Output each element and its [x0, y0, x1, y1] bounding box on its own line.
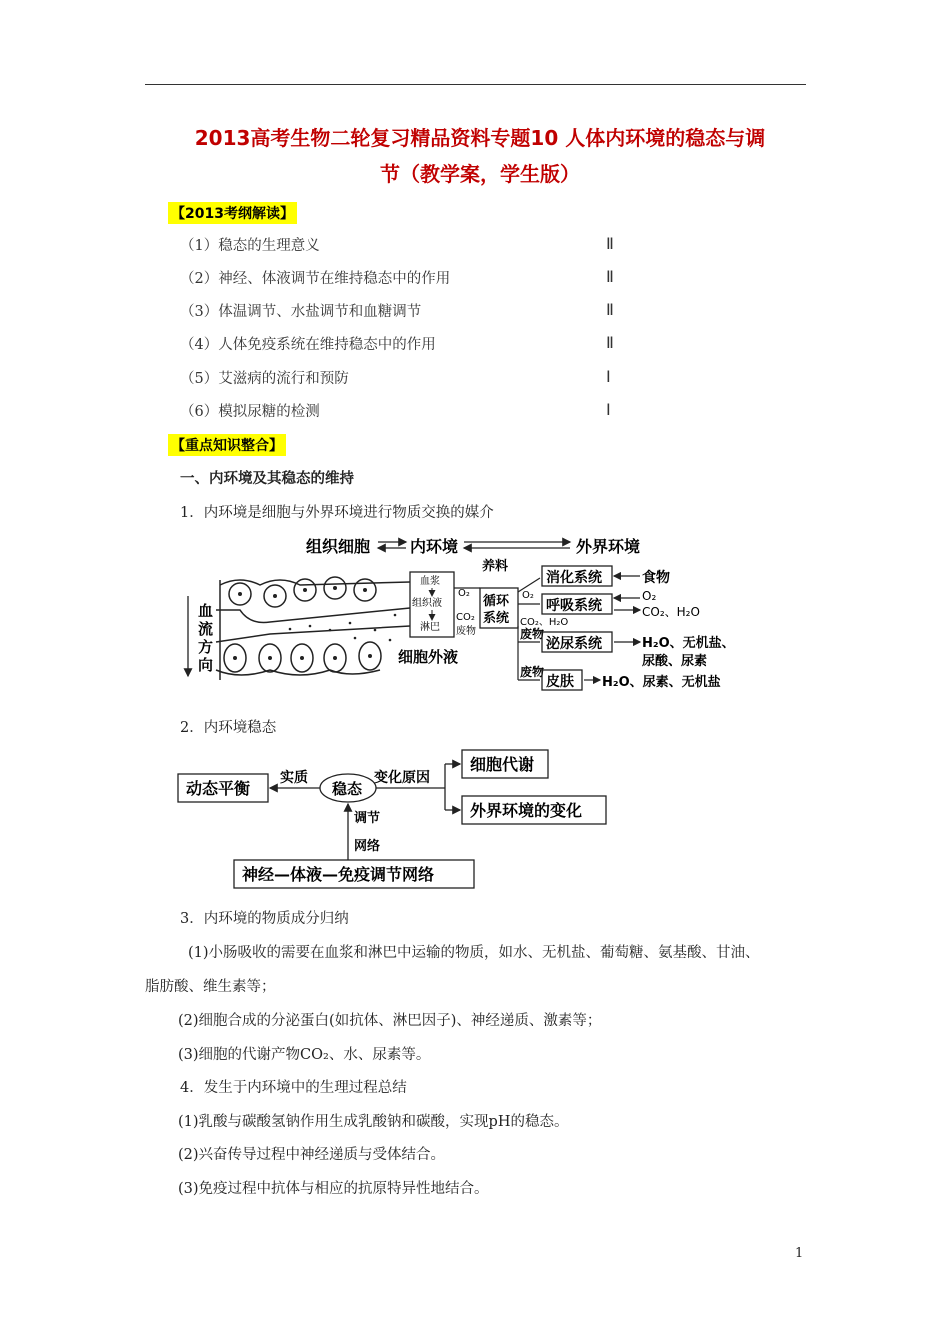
syllabus-item-level: Ⅰ — [606, 369, 611, 386]
homeostasis-node: 稳态 — [332, 780, 363, 798]
env-change-label: 外界环境的变化 — [470, 801, 583, 820]
syllabus-item — [180, 333, 630, 354]
point-2-heading: 2．内环境稳态 — [180, 720, 277, 736]
syllabus-item — [180, 267, 630, 288]
dynamic-balance-label: 动态平衡 — [186, 779, 251, 798]
syllabus-item-text: （6）模拟尿糖的检测 — [180, 404, 320, 420]
plasma-label: 血浆 — [420, 576, 440, 587]
blood-flow-char: 方 — [198, 638, 214, 656]
regulation-network-label: 神经—体液—免疫调节网络 — [242, 865, 435, 884]
internal-env-label: 内环境 — [410, 537, 459, 556]
homeostasis-diagram — [170, 742, 620, 894]
point-3-item-1b: 脂肪酸、维生素等； — [145, 979, 276, 995]
syllabus-item-text: （1）稳态的生理意义 — [180, 238, 320, 254]
title-line-1: 2013高考生物二轮复习精品资料专题10 人体内环境的稳态与调 — [194, 126, 766, 150]
respiratory-system-label: 呼吸系统 — [546, 598, 602, 614]
network-label: 网络 — [354, 839, 381, 854]
page-number: 1 — [795, 1246, 804, 1261]
point-3-item-2: (2)细胞合成的分泌蛋白(如抗体、淋巴因子)、神经递质、激素等； — [178, 1013, 602, 1029]
circulation-label: 循环 — [483, 594, 510, 609]
urinary-output-line2: 尿酸、尿素 — [642, 654, 708, 669]
nutrient-label: 养料 — [482, 559, 509, 574]
urinary-system-label: 泌尿系统 — [546, 636, 602, 652]
change-cause-label: 变化原因 — [374, 770, 430, 786]
regulation-label: 调节 — [354, 811, 381, 826]
respiratory-in-label: O₂ — [642, 589, 657, 603]
waste-label: 废物 — [456, 626, 476, 637]
tissue-sketch — [216, 577, 410, 680]
tissue-dots — [233, 586, 396, 660]
tissue-fluid-label: 组织液 — [412, 598, 442, 609]
syllabus-item-level: Ⅱ — [606, 269, 614, 286]
blood-flow-char: 血 — [198, 602, 214, 620]
point-3-heading: 3．内环境的物质成分归纳 — [180, 911, 349, 927]
syllabus-item — [180, 234, 630, 255]
external-env-label: 外界环境 — [576, 537, 641, 556]
syllabus-item — [180, 367, 630, 388]
point-3-item-3: (3)细胞的代谢产物CO₂、水、尿素等。 — [178, 1047, 431, 1063]
syllabus-item-text: （2）神经、体液调节在维持稳态中的作用 — [180, 271, 451, 287]
co2-label: CO₂ — [456, 612, 475, 623]
syllabus-item-level: Ⅱ — [606, 236, 614, 253]
o2-label: O₂ — [522, 590, 534, 601]
header-rule — [145, 84, 806, 85]
cell-metabolism-label: 细胞代谢 — [470, 755, 535, 774]
circulation-label: 系统 — [483, 611, 510, 626]
point-4-heading: 4．发生于内环境中的生理过程总结 — [180, 1080, 407, 1096]
section-heading: 一、内环境及其稳态的维持 — [180, 471, 354, 487]
point-4-item-1: (1)乳酸与碳酸氢钠作用生成乳酸钠和碳酸，实现pH的稳态。 — [178, 1114, 569, 1130]
point-4-item-2: (2)兴奋传导过程中神经递质与受体结合。 — [178, 1147, 446, 1163]
syllabus-item-text: （5）艾滋病的流行和预防 — [180, 371, 349, 387]
essence-label: 实质 — [280, 770, 308, 786]
digestive-system-label: 消化系统 — [546, 570, 602, 586]
urinary-output-line1: H₂O、无机盐、 — [642, 636, 735, 651]
exchange-diagram — [180, 530, 735, 698]
o2-label: O₂ — [458, 588, 470, 599]
skin-label: 皮肤 — [546, 674, 574, 690]
syllabus-item-level: Ⅱ — [606, 335, 614, 352]
syllabus-item-text: （3）体温调节、水盐调节和血糖调节 — [180, 304, 422, 320]
syllabus-item-level: Ⅰ — [606, 402, 611, 419]
tissue-cell-label: 组织细胞 — [306, 537, 371, 556]
syllabus-item — [180, 400, 630, 421]
syllabus-item-text: （4）人体免疫系统在维持稳态中的作用 — [180, 337, 436, 353]
respiratory-out-label: CO₂、H₂O — [642, 605, 700, 619]
syllabus-item — [180, 300, 630, 321]
syllabus-item-level: Ⅱ — [606, 302, 614, 319]
blood-flow-char: 向 — [198, 656, 214, 674]
document-title — [150, 120, 810, 192]
key-knowledge-heading: 【重点知识整合】 — [168, 434, 286, 456]
waste-label: 废物 — [520, 665, 545, 679]
blood-flow-char: 流 — [198, 620, 214, 638]
lymph-label: 淋巴 — [420, 622, 440, 633]
food-label: 食物 — [642, 570, 670, 586]
point-3-item-1a: (1)小肠吸收的需要在血浆和淋巴中运输的物质，如水、无机盐、葡萄糖、氨基酸、甘油、 — [188, 945, 760, 961]
syllabus-heading: 【2013考纲解读】 — [168, 202, 297, 224]
waste-label: 废物 — [520, 627, 545, 641]
title-line-2: 节（教学案，学生版） — [380, 162, 580, 186]
point-1-heading: 1．内环境是细胞与外界环境进行物质交换的媒介 — [180, 505, 494, 521]
co2-h2o-label: CO₂、H₂O — [520, 617, 569, 628]
extracellular-fluid-label: 细胞外液 — [398, 648, 459, 666]
point-4-item-3: (3)免疫过程中抗体与相应的抗原特异性地结合。 — [178, 1181, 489, 1197]
skin-output-label: H₂O、尿素、无机盐 — [602, 675, 721, 690]
